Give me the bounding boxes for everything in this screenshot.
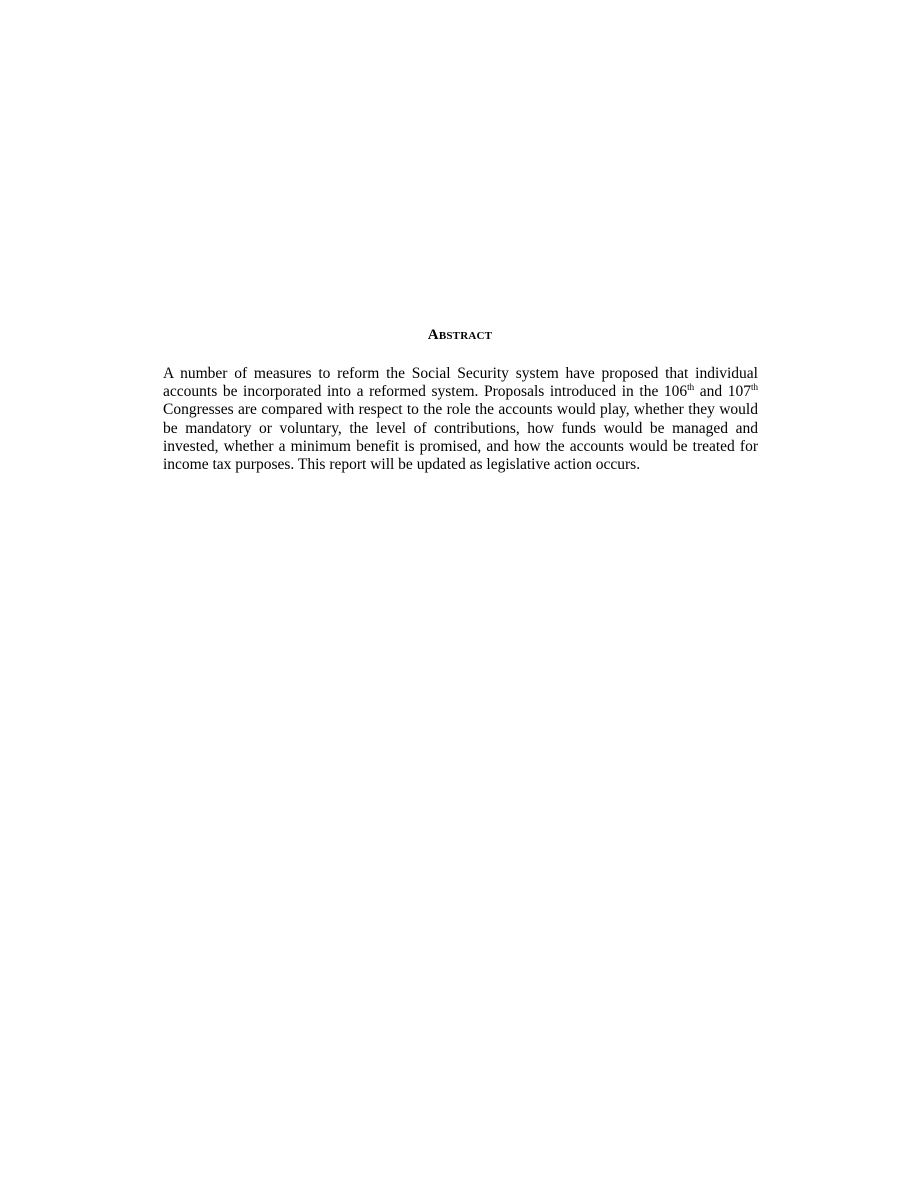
ordinal-suffix: th [750, 382, 758, 393]
abstract-text-part-3: Congresses are compared with respect to the role the accounts would play, whether they would be mandatory or voluntary, the level of contributions, how funds would be managed and invested, whether a minimum benefit is promised, and how the accounts would be treated for income tax purposes. This report will be updated as legislative action occurs. [163, 401, 758, 474]
abstract-paragraph [163, 365, 758, 474]
ordinal-suffix: th [687, 382, 695, 393]
abstract-heading: Abstract [427, 327, 493, 343]
abstract-text-part-2: and 107 [694, 383, 751, 401]
abstract-text-part-1: A number of measures to reform the Social Security system have proposed that individual accounts be incorporated into a reformed system. Proposals introduced in the 106 [163, 365, 758, 401]
